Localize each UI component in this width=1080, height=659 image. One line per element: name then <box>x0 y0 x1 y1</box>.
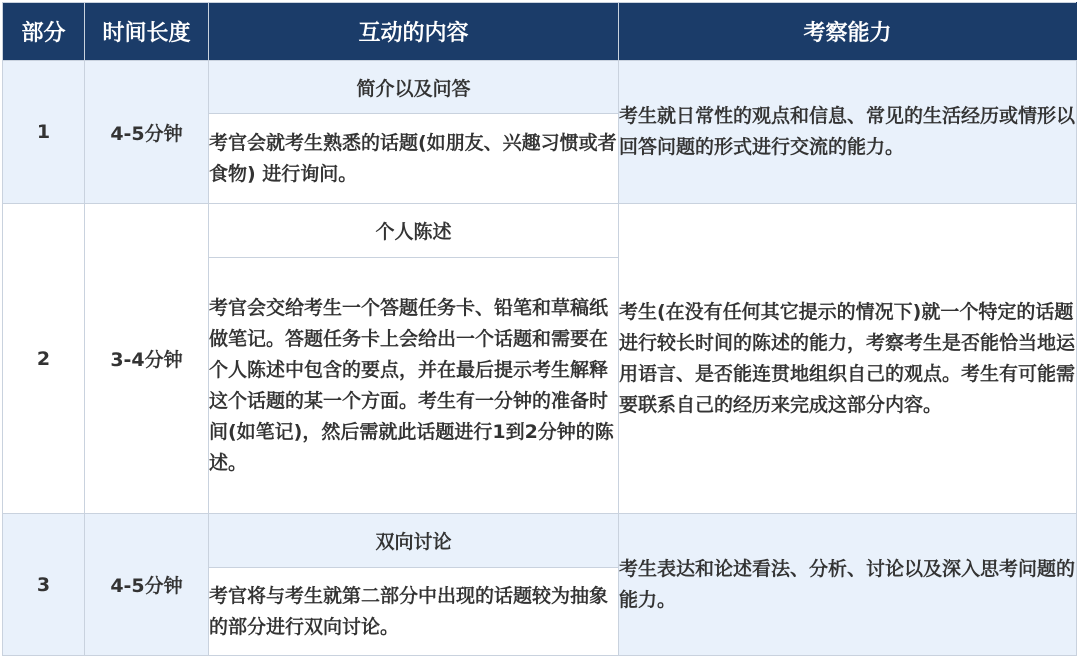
part-ability <box>619 61 1077 204</box>
part-subtitle: 个人陈述 <box>209 204 619 258</box>
header-part: 部分 <box>3 3 85 61</box>
part-ability <box>619 514 1077 656</box>
part-subtitle: 简介以及问答 <box>209 61 619 114</box>
part-subtitle: 双向讨论 <box>209 514 619 568</box>
header-duration: 时间长度 <box>85 3 209 61</box>
part-number: 3 <box>3 514 85 656</box>
part-content <box>209 568 619 656</box>
part-ability-text: 考生表达和论述看法、分析、讨论以及深入思考问题的能力。 <box>619 557 1076 611</box>
part-duration: 3-4分钟 <box>85 204 209 514</box>
table-row <box>3 514 1077 568</box>
part-duration: 4-5分钟 <box>85 61 209 204</box>
part-ability-text: 考生就日常性的观点和信息、常见的生活经历或情形以回答问题的形式进行交流的能力。 <box>619 105 1076 158</box>
part-number: 1 <box>3 61 85 204</box>
part-number: 2 <box>3 204 85 514</box>
part-content-text: 考官将与考生就第二部分中出现的话题较为抽象的部分进行双向讨论。 <box>209 584 609 638</box>
part-ability <box>619 204 1077 514</box>
header-content: 互动的内容 <box>209 3 619 61</box>
part-duration: 4-5分钟 <box>85 514 209 656</box>
header-ability: 考察能力 <box>619 3 1077 61</box>
part-content-text: 考官会就考生熟悉的话题(如朋友、兴趣习惯或者食物) 进行询问。 <box>209 131 617 185</box>
part-ability-text: 考生(在没有任何其它提示的情况下)就一个特定的话题进行较长时间的陈述的能力，考察考生是否能恰当地运用语言、是否能连贯地组织自己的观点。考生有可能需要联系自己的经历来完成这部分内容。 <box>619 300 1076 416</box>
table-row <box>3 204 1077 258</box>
ielts-speaking-table <box>2 2 1077 656</box>
part-content-text: 考官会交给考生一个答题任务卡、铅笔和草稿纸做笔记。答题任务卡上会给出一个话题和需要在个人陈述中包含的要点，并在最后提示考生解释这个话题的某一个方面。考生有一分钟的准备时间(如笔记)，然后需就此话题进行1到2分钟的陈述。 <box>209 296 614 474</box>
part-content <box>209 114 619 204</box>
table-row <box>3 61 1077 114</box>
part-content <box>209 258 619 514</box>
table-header-row <box>3 3 1077 61</box>
